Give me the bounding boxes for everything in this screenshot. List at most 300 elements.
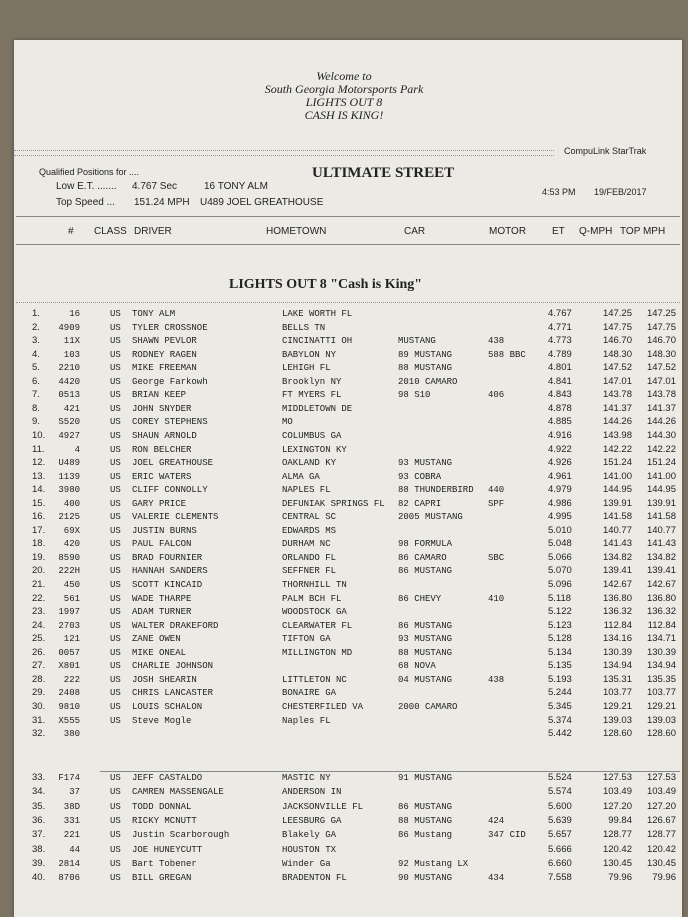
hometown: DEFUNIAK SPRINGS FL xyxy=(282,498,385,509)
car-number: 9810 xyxy=(58,701,80,712)
car-number: 421 xyxy=(63,403,80,414)
class-code: US xyxy=(110,688,121,699)
class-code: US xyxy=(110,336,121,347)
position: 34. xyxy=(32,786,46,798)
hometown: TIFTON GA xyxy=(282,634,331,645)
car-number: 0513 xyxy=(58,390,80,401)
driver-name: COREY STEPHENS xyxy=(132,417,208,428)
et: 5.135 xyxy=(548,660,572,672)
q-mph: 136.32 xyxy=(602,606,632,618)
car: 86 MUSTANG xyxy=(398,566,453,577)
top-mph: 127.20 xyxy=(646,800,676,812)
q-mph: 143.98 xyxy=(602,429,632,441)
table-row xyxy=(14,361,682,375)
class-code: US xyxy=(110,830,121,841)
top-mph: 139.91 xyxy=(646,497,676,509)
et: 4.841 xyxy=(548,375,572,387)
track-name: South Georgia Motorsports Park xyxy=(264,82,424,96)
class-code: US xyxy=(110,566,121,577)
q-mph: 127.53 xyxy=(602,772,632,783)
q-mph: 79.96 xyxy=(608,872,632,884)
table-row xyxy=(14,564,682,578)
driver-name: JOE HUNEYCUTT xyxy=(132,844,203,855)
et: 5.048 xyxy=(548,538,572,550)
table-row xyxy=(14,785,682,799)
hometown: CLEARWATER FL xyxy=(282,620,353,631)
print-time: 4:53 PM xyxy=(542,187,576,197)
table-row xyxy=(14,497,682,511)
position: 32. xyxy=(32,728,46,740)
car-number: 380 xyxy=(63,729,80,740)
car-number: 4 xyxy=(74,444,80,455)
driver-name: BRIAN KEEP xyxy=(132,390,187,401)
class-code: US xyxy=(110,376,121,387)
top-mph: 135.35 xyxy=(646,673,676,685)
hometown: ANDERSON IN xyxy=(282,787,342,798)
q-mph: 146.70 xyxy=(602,335,632,347)
q-mph: 112.84 xyxy=(603,619,632,631)
top-mph: 103.77 xyxy=(646,687,676,699)
position: 11. xyxy=(32,443,45,455)
print-date: 19/FEB/2017 xyxy=(594,187,647,197)
top-mph: 126.67 xyxy=(646,814,676,826)
car-number: 16 xyxy=(69,309,80,319)
class-code: US xyxy=(110,458,121,469)
motor: 438 xyxy=(488,674,505,685)
car-number: 37 xyxy=(69,787,80,798)
position: 25. xyxy=(32,633,46,645)
et: 4.916 xyxy=(548,429,572,441)
car-number: 2125 xyxy=(58,512,80,523)
et: 4.986 xyxy=(548,497,572,509)
top-mph: 139.41 xyxy=(646,565,676,577)
q-mph: 128.60 xyxy=(602,728,632,740)
position: 26. xyxy=(32,646,46,658)
driver-name: BILL GREGAN xyxy=(132,873,192,884)
driver-name: VALERIE CLEMENTS xyxy=(132,512,219,523)
top-mph: 144.26 xyxy=(646,416,676,428)
class-code: US xyxy=(110,512,121,523)
car: 90 MUSTANG xyxy=(398,873,453,884)
driver-name: CHARLIE JOHNSON xyxy=(132,661,214,672)
top-mph: 141.58 xyxy=(646,511,676,523)
car-number: 121 xyxy=(63,634,80,645)
motor: 588 BBC xyxy=(488,349,526,360)
table-row xyxy=(14,402,682,416)
driver-name: ERIC WATERS xyxy=(132,471,192,482)
car: 88 MUSTANG xyxy=(398,363,453,374)
hometown: Brooklyn NY xyxy=(282,376,342,387)
table-row xyxy=(14,686,682,700)
et: 4.843 xyxy=(548,389,572,401)
table-row xyxy=(14,843,682,857)
hometown: BONAIRE GA xyxy=(282,688,337,699)
q-mph: 140.77 xyxy=(602,524,632,536)
table-row xyxy=(14,714,682,728)
q-mph: 142.67 xyxy=(602,579,632,590)
col-motor: MOTOR xyxy=(489,226,527,237)
class-code: US xyxy=(110,417,121,428)
et: 5.010 xyxy=(548,524,572,536)
hometown: ORLANDO FL xyxy=(282,552,337,563)
motor: SPF xyxy=(488,498,505,509)
et: 5.345 xyxy=(548,700,572,712)
hometown: LEXINGTON KY xyxy=(282,444,347,455)
table-row xyxy=(14,524,682,538)
motor: 438 xyxy=(488,336,505,347)
hometown: LEESBURG GA xyxy=(282,815,342,826)
table-row xyxy=(14,551,682,565)
position: 23. xyxy=(32,606,46,618)
table-row xyxy=(14,443,682,457)
col-driver: DRIVER xyxy=(134,226,172,237)
header-rule-top xyxy=(16,216,680,217)
q-mph: 141.58 xyxy=(602,511,632,523)
top-mph: 134.71 xyxy=(646,633,676,645)
et: 5.134 xyxy=(548,646,572,658)
position: 21. xyxy=(32,579,46,590)
top-mph: 136.80 xyxy=(646,592,676,604)
position: 2. xyxy=(32,321,40,333)
car: 91 MUSTANG xyxy=(398,773,453,783)
et: 5.066 xyxy=(548,551,572,563)
car: 2010 CAMARO xyxy=(398,376,458,387)
et: 4.878 xyxy=(548,402,572,414)
car: 86 Mustang xyxy=(398,830,453,841)
q-mph: 141.37 xyxy=(602,402,632,414)
et: 5.374 xyxy=(548,714,572,726)
car: 86 CAMARO xyxy=(398,552,447,563)
car: 04 MUSTANG xyxy=(398,674,453,685)
q-mph: 129.21 xyxy=(602,700,632,712)
class-code: US xyxy=(110,309,121,319)
table-row xyxy=(14,415,682,429)
driver-name: RON BELCHER xyxy=(132,444,192,455)
hometown: LITTLETON NC xyxy=(282,674,347,685)
car-number: 0057 xyxy=(58,647,80,658)
class-code: US xyxy=(110,634,121,645)
class-code: US xyxy=(110,430,121,441)
et: 4.979 xyxy=(548,484,572,496)
table-row xyxy=(14,429,682,443)
position: 16. xyxy=(32,511,46,523)
table-row xyxy=(14,700,682,714)
section-title: LIGHTS OUT 8 "Cash is King" xyxy=(229,277,423,292)
table-row xyxy=(14,800,682,814)
car-number: X555 xyxy=(58,715,80,726)
results-sheet xyxy=(14,40,682,917)
et: 4.926 xyxy=(548,457,572,469)
motor: 440 xyxy=(488,485,505,496)
position: 37. xyxy=(32,829,46,841)
et: 5.118 xyxy=(548,592,572,604)
hometown: Naples FL xyxy=(282,715,331,726)
class-code: US xyxy=(110,552,121,563)
top-mph: 141.37 xyxy=(646,402,676,414)
driver-name: ZANE OWEN xyxy=(132,634,181,645)
et: 4.922 xyxy=(548,443,572,455)
class-code: US xyxy=(110,539,121,550)
position: 24. xyxy=(32,619,46,631)
top-mph: 141.00 xyxy=(646,470,676,482)
position: 33. xyxy=(32,772,46,783)
driver-name: HANNAH SANDERS xyxy=(132,566,208,577)
qualified-label: Qualified Positions for .... xyxy=(39,167,140,177)
position: 38. xyxy=(32,843,46,855)
driver-name: CHRIS LANCASTER xyxy=(132,688,214,699)
class-code: US xyxy=(110,701,121,712)
hometown: Blakely GA xyxy=(282,830,337,841)
table-row xyxy=(14,375,682,389)
driver-name: TODD DONNAL xyxy=(132,801,192,812)
position: 7. xyxy=(32,389,40,401)
hometown: MO xyxy=(282,417,293,428)
driver-name: ADAM TURNER xyxy=(132,607,192,618)
position: 29. xyxy=(32,687,46,699)
car-number: S520 xyxy=(58,417,80,428)
car-number: 69X xyxy=(63,525,80,536)
driver-name: RODNEY RAGEN xyxy=(132,349,197,360)
hometown: BRADENTON FL xyxy=(282,873,347,884)
driver-name: RICKY MCNUTT xyxy=(132,815,197,826)
class-code: US xyxy=(110,363,121,374)
hometown: FT MYERS FL xyxy=(282,390,342,401)
class-code: US xyxy=(110,403,121,414)
position: 14. xyxy=(32,484,46,496)
et: 7.558 xyxy=(548,872,572,884)
class-code: US xyxy=(110,801,121,812)
hometown: JACKSONVILLE FL xyxy=(282,801,364,812)
position: 17. xyxy=(32,524,46,536)
top-mph: 130.39 xyxy=(646,646,676,658)
driver-name: JEFF CASTALDO xyxy=(132,773,203,783)
q-mph: 136.80 xyxy=(602,592,632,604)
q-mph: 151.24 xyxy=(602,457,632,469)
class-code: US xyxy=(110,444,121,455)
table-row xyxy=(14,857,682,871)
low-et-value: 4.767 Sec xyxy=(132,181,178,192)
car-number: 8706 xyxy=(58,873,80,884)
et: 5.122 xyxy=(548,606,572,618)
hometown: HOUSTON TX xyxy=(282,844,337,855)
car-number: X801 xyxy=(58,661,80,672)
et: 5.128 xyxy=(548,633,572,645)
table-row xyxy=(14,605,682,619)
q-mph: 139.91 xyxy=(602,497,632,509)
table-row xyxy=(14,619,682,633)
et: 5.442 xyxy=(548,728,572,740)
car-number: 2703 xyxy=(58,620,80,631)
class-code: US xyxy=(110,349,121,360)
car-number: 1997 xyxy=(58,607,80,618)
q-mph: 134.16 xyxy=(602,633,632,645)
motor: 406 xyxy=(488,390,505,401)
hometown: LEHIGH FL xyxy=(282,363,331,374)
q-mph: 139.41 xyxy=(602,565,632,577)
et: 4.995 xyxy=(548,511,572,523)
top-speed-label: Top Speed ... xyxy=(56,197,115,208)
class-code: US xyxy=(110,485,121,496)
car-number: 4909 xyxy=(58,322,80,333)
top-mph: 112.84 xyxy=(647,619,676,631)
hometown: MIDDLETOWN DE xyxy=(282,403,353,414)
car-number: 2210 xyxy=(58,363,80,374)
top-mph: 129.21 xyxy=(646,700,676,712)
q-mph: 147.25 xyxy=(602,308,632,319)
table-row xyxy=(14,828,682,842)
position: 18. xyxy=(32,538,46,550)
driver-name: CLIFF CONNOLLY xyxy=(132,485,208,496)
car-number: 400 xyxy=(63,498,80,509)
position: 12. xyxy=(32,457,46,469)
table-row xyxy=(14,578,682,592)
table-row xyxy=(14,632,682,646)
motor: 424 xyxy=(488,815,505,826)
position: 27. xyxy=(32,660,46,672)
top-speed-line xyxy=(56,197,324,208)
low-et-label: Low E.T. ....... xyxy=(56,181,117,192)
hometown: EDWARDS MS xyxy=(282,525,337,536)
q-mph: 148.30 xyxy=(602,348,632,360)
driver-name: PAUL FALCON xyxy=(132,539,192,550)
car: 98 S10 xyxy=(398,390,431,401)
q-mph: 147.01 xyxy=(602,375,632,387)
position: 3. xyxy=(32,335,40,347)
dotted-band xyxy=(14,150,554,156)
col-top-mph: TOP MPH xyxy=(620,226,666,237)
q-mph: 130.45 xyxy=(602,857,632,869)
top-mph: 120.42 xyxy=(646,843,676,855)
top-mph: 151.24 xyxy=(646,457,676,469)
q-mph: 134.82 xyxy=(602,551,632,563)
position: 15. xyxy=(32,497,46,509)
hometown: CENTRAL SC xyxy=(282,512,337,523)
position: 39. xyxy=(32,857,46,869)
top-speed-value: 151.24 MPH xyxy=(134,197,190,208)
q-mph: 147.52 xyxy=(602,362,632,374)
low-et-car: 16 TONY ALM xyxy=(204,181,268,192)
car-number: 222H xyxy=(58,566,80,577)
col-et: ET xyxy=(552,226,565,237)
driver-name: GARY PRICE xyxy=(132,498,187,509)
hometown: OAKLAND KY xyxy=(282,458,337,469)
et: 5.123 xyxy=(548,619,572,631)
table-row xyxy=(14,388,682,402)
col-car: CAR xyxy=(404,226,426,237)
q-mph: 147.75 xyxy=(602,321,632,333)
driver-name: WALTER DRAKEFORD xyxy=(132,620,219,631)
car: 2005 MUSTANG xyxy=(398,512,463,523)
driver-name: JOSH SHEARIN xyxy=(132,674,197,685)
driver-name: WADE THARPE xyxy=(132,593,192,604)
table-row xyxy=(14,456,682,470)
class-code: US xyxy=(110,607,121,618)
position: 20. xyxy=(32,565,46,577)
driver-name: MIKE ONEAL xyxy=(132,647,187,658)
driver-name: BRAD FOURNIER xyxy=(132,552,203,563)
car-number: 561 xyxy=(63,593,80,604)
welcome-header xyxy=(194,70,494,122)
motor: 434 xyxy=(488,873,505,884)
position: 40. xyxy=(32,872,46,884)
driver-name: SHAUN ARNOLD xyxy=(132,430,197,441)
position: 4. xyxy=(32,348,40,360)
hometown: PALM BCH FL xyxy=(282,593,342,604)
car-number: 3980 xyxy=(58,485,80,496)
class-code: US xyxy=(110,873,121,884)
car-number: 2814 xyxy=(58,858,80,869)
col-hometown: HOMETOWN xyxy=(266,226,327,237)
class-code: US xyxy=(110,674,121,685)
car: 88 MUSTANG xyxy=(398,815,453,826)
driver-name: MIKE FREEMAN xyxy=(132,363,197,374)
et: 5.070 xyxy=(548,565,572,577)
class-code: US xyxy=(110,844,121,855)
car-number: U489 xyxy=(58,458,80,469)
top-mph: 128.60 xyxy=(646,728,676,740)
q-mph: 128.77 xyxy=(602,829,632,841)
position: 10. xyxy=(32,429,46,441)
class-code: US xyxy=(110,580,121,590)
driver-name: Bart Tobener xyxy=(132,858,197,869)
table-row xyxy=(14,510,682,524)
hometown: Winder Ga xyxy=(282,858,331,869)
section-rule xyxy=(16,302,680,303)
table-row xyxy=(14,537,682,551)
event-name: LIGHTS OUT 8 xyxy=(305,95,383,109)
top-mph: 134.82 xyxy=(646,551,676,563)
table-row xyxy=(14,348,682,362)
position: 35. xyxy=(32,800,46,812)
top-mph: 147.01 xyxy=(646,375,676,387)
table-row xyxy=(14,321,682,335)
position: 22. xyxy=(32,592,46,604)
q-mph: 134.94 xyxy=(602,660,632,672)
top-mph: 142.67 xyxy=(646,579,676,590)
car: 93 MUSTANG xyxy=(398,458,453,469)
system-label: CompuLink StarTrak xyxy=(564,146,647,156)
motor: 347 CID xyxy=(488,830,526,841)
top-mph: 147.75 xyxy=(646,321,676,333)
top-speed-car: U489 JOEL GREATHOUSE xyxy=(200,197,324,208)
q-mph: 141.00 xyxy=(602,470,632,482)
event-tagline: CASH IS KING! xyxy=(304,108,384,122)
hometown: MASTIC NY xyxy=(282,773,331,783)
class-code: US xyxy=(110,815,121,826)
et: 4.773 xyxy=(548,335,572,347)
et: 4.771 xyxy=(548,321,572,333)
hometown: DURHAM NC xyxy=(282,539,331,550)
hometown: BELLS TN xyxy=(282,322,326,333)
car: 86 MUSTANG xyxy=(398,620,453,631)
class-code: US xyxy=(110,498,121,509)
welcome-line: Welcome to xyxy=(316,69,372,83)
q-mph: 103.49 xyxy=(602,786,632,798)
class-code: US xyxy=(110,647,121,658)
class-code: US xyxy=(110,620,121,631)
hometown: CINCINATTI OH xyxy=(282,336,353,347)
top-mph: 136.32 xyxy=(646,606,676,618)
et: 6.660 xyxy=(548,857,572,869)
top-mph: 144.30 xyxy=(646,429,676,441)
top-mph: 134.94 xyxy=(646,660,676,672)
col-num: # xyxy=(68,226,74,237)
col-class: CLASS xyxy=(94,226,127,237)
col-qmph: Q-MPH xyxy=(579,226,613,237)
class-title: ULTIMATE STREET xyxy=(312,165,455,181)
q-mph: 103.77 xyxy=(602,687,632,699)
car-number: 1139 xyxy=(58,471,80,482)
